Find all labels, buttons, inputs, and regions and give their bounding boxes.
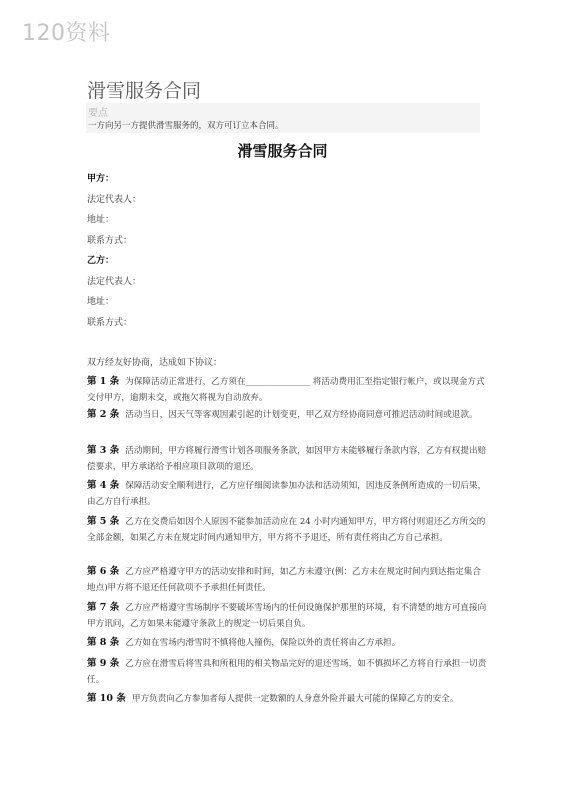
clause-1 (87, 374, 487, 406)
clause-number: 第 7 条 (87, 602, 120, 613)
party-b-heading: 乙方： (87, 256, 115, 266)
clause-3 (87, 443, 487, 475)
clause-text: 活动期间，甲方将履行滑雪计划各项服务条款，如因甲方未能够履行条款内容，乙方有权提出赔偿要求，甲方承诺给予相应项目款项的退还。 (87, 446, 487, 472)
party-b-rep: 法定代表人： (87, 277, 142, 287)
clause-9 (87, 656, 487, 688)
clause-text: 乙方应严格遵守甲方的活动安排和时间，如乙方未遵守(例：乙方未在规定时间内到达指定集合地点)甲方将不退还任何款项不予承担任何责任。 (87, 567, 481, 593)
clause-number: 第 4 条 (87, 480, 120, 491)
clause-text: 活动当日，因天气等客观因素引起的计划变更，甲乙双方经协商同意可推迟活动时间或退款。 (125, 410, 478, 420)
clause-text: 甲方负责向乙方参加者每人提供一定数额的人身意外险并最大可能的保障乙方的安全。 (131, 694, 459, 704)
clause-text: 乙方应在滑雪后将雪具和所租用的相关物品完好的退还雪场，如不慎损坏乙方将自行承担一切责任。 (87, 659, 487, 685)
party-a-rep: 法定代表人： (87, 195, 142, 205)
clause-number: 第 3 条 (87, 445, 120, 456)
clause-5 (87, 514, 487, 546)
clause-number: 第 1 条 (87, 376, 120, 387)
intro-text: 双方经友好协商，达成如下协议： (87, 358, 223, 368)
clause-text: 乙方应严格遵守雪场制序不要破坏雪场内的任何设施保护那里的环境，有不清楚的地方可直接向甲方讯问，乙方如果未能遵守条款上的规定一切后果自负。 (87, 603, 487, 629)
clause-number: 第 5 条 (87, 516, 120, 527)
party-a-contact: 联系方式： (87, 236, 133, 246)
clause-text: 乙方在交费后如因个人原因不能参加活动应在 24 小时内通知甲方，甲方将付则退还乙方所交的全部金额，如果乙方未在规定时间内通知甲方，甲方将不予退还，所有责任将由乙方自己承担。 (87, 517, 486, 543)
clause-number: 第 9 条 (87, 658, 120, 669)
clause-text: 为保障活动正常进行，乙方须在_______________ 将活动费用汇至指定银行帐户，或以现金方式交付甲方，逾期未交，或拖欠将视为自动放弃。 (87, 377, 485, 403)
clause-4 (87, 478, 487, 510)
clause-8 (87, 635, 487, 651)
clause-number: 第 10 条 (87, 693, 126, 704)
summary-box (86, 103, 480, 133)
summary-label: 要点 (88, 108, 108, 119)
clause-2 (87, 407, 487, 423)
party-a-address: 地址： (87, 215, 115, 225)
clause-number: 第 2 条 (87, 409, 120, 420)
summary-text: 一方向另一方提供滑雪服务的，双方可订立本合同。 (88, 121, 284, 131)
clause-text: 保障活动安全顺利进行，乙方应仔细阅读参加办法和活动须知，因违反条例所造成的一切后果，由乙方自行承担。 (87, 481, 487, 507)
clause-text: 乙方如在雪场内滑雪时不慎将他人撞伤，保险以外的责任将由乙方承担。 (125, 638, 401, 648)
clause-number: 第 8 条 (87, 637, 120, 648)
party-b-address: 地址： (87, 297, 115, 307)
clause-number: 第 6 条 (87, 566, 120, 577)
clause-10 (87, 691, 487, 707)
clause-7 (87, 600, 487, 632)
watermark-logo: 120资料 (22, 21, 111, 46)
party-a-heading: 甲方： (87, 174, 115, 184)
clause-6 (87, 564, 487, 596)
contract-title: 滑雪服务合同 (237, 142, 328, 160)
party-b-contact: 联系方式： (87, 318, 133, 328)
document-title: 滑雪服务合同 (87, 80, 202, 102)
